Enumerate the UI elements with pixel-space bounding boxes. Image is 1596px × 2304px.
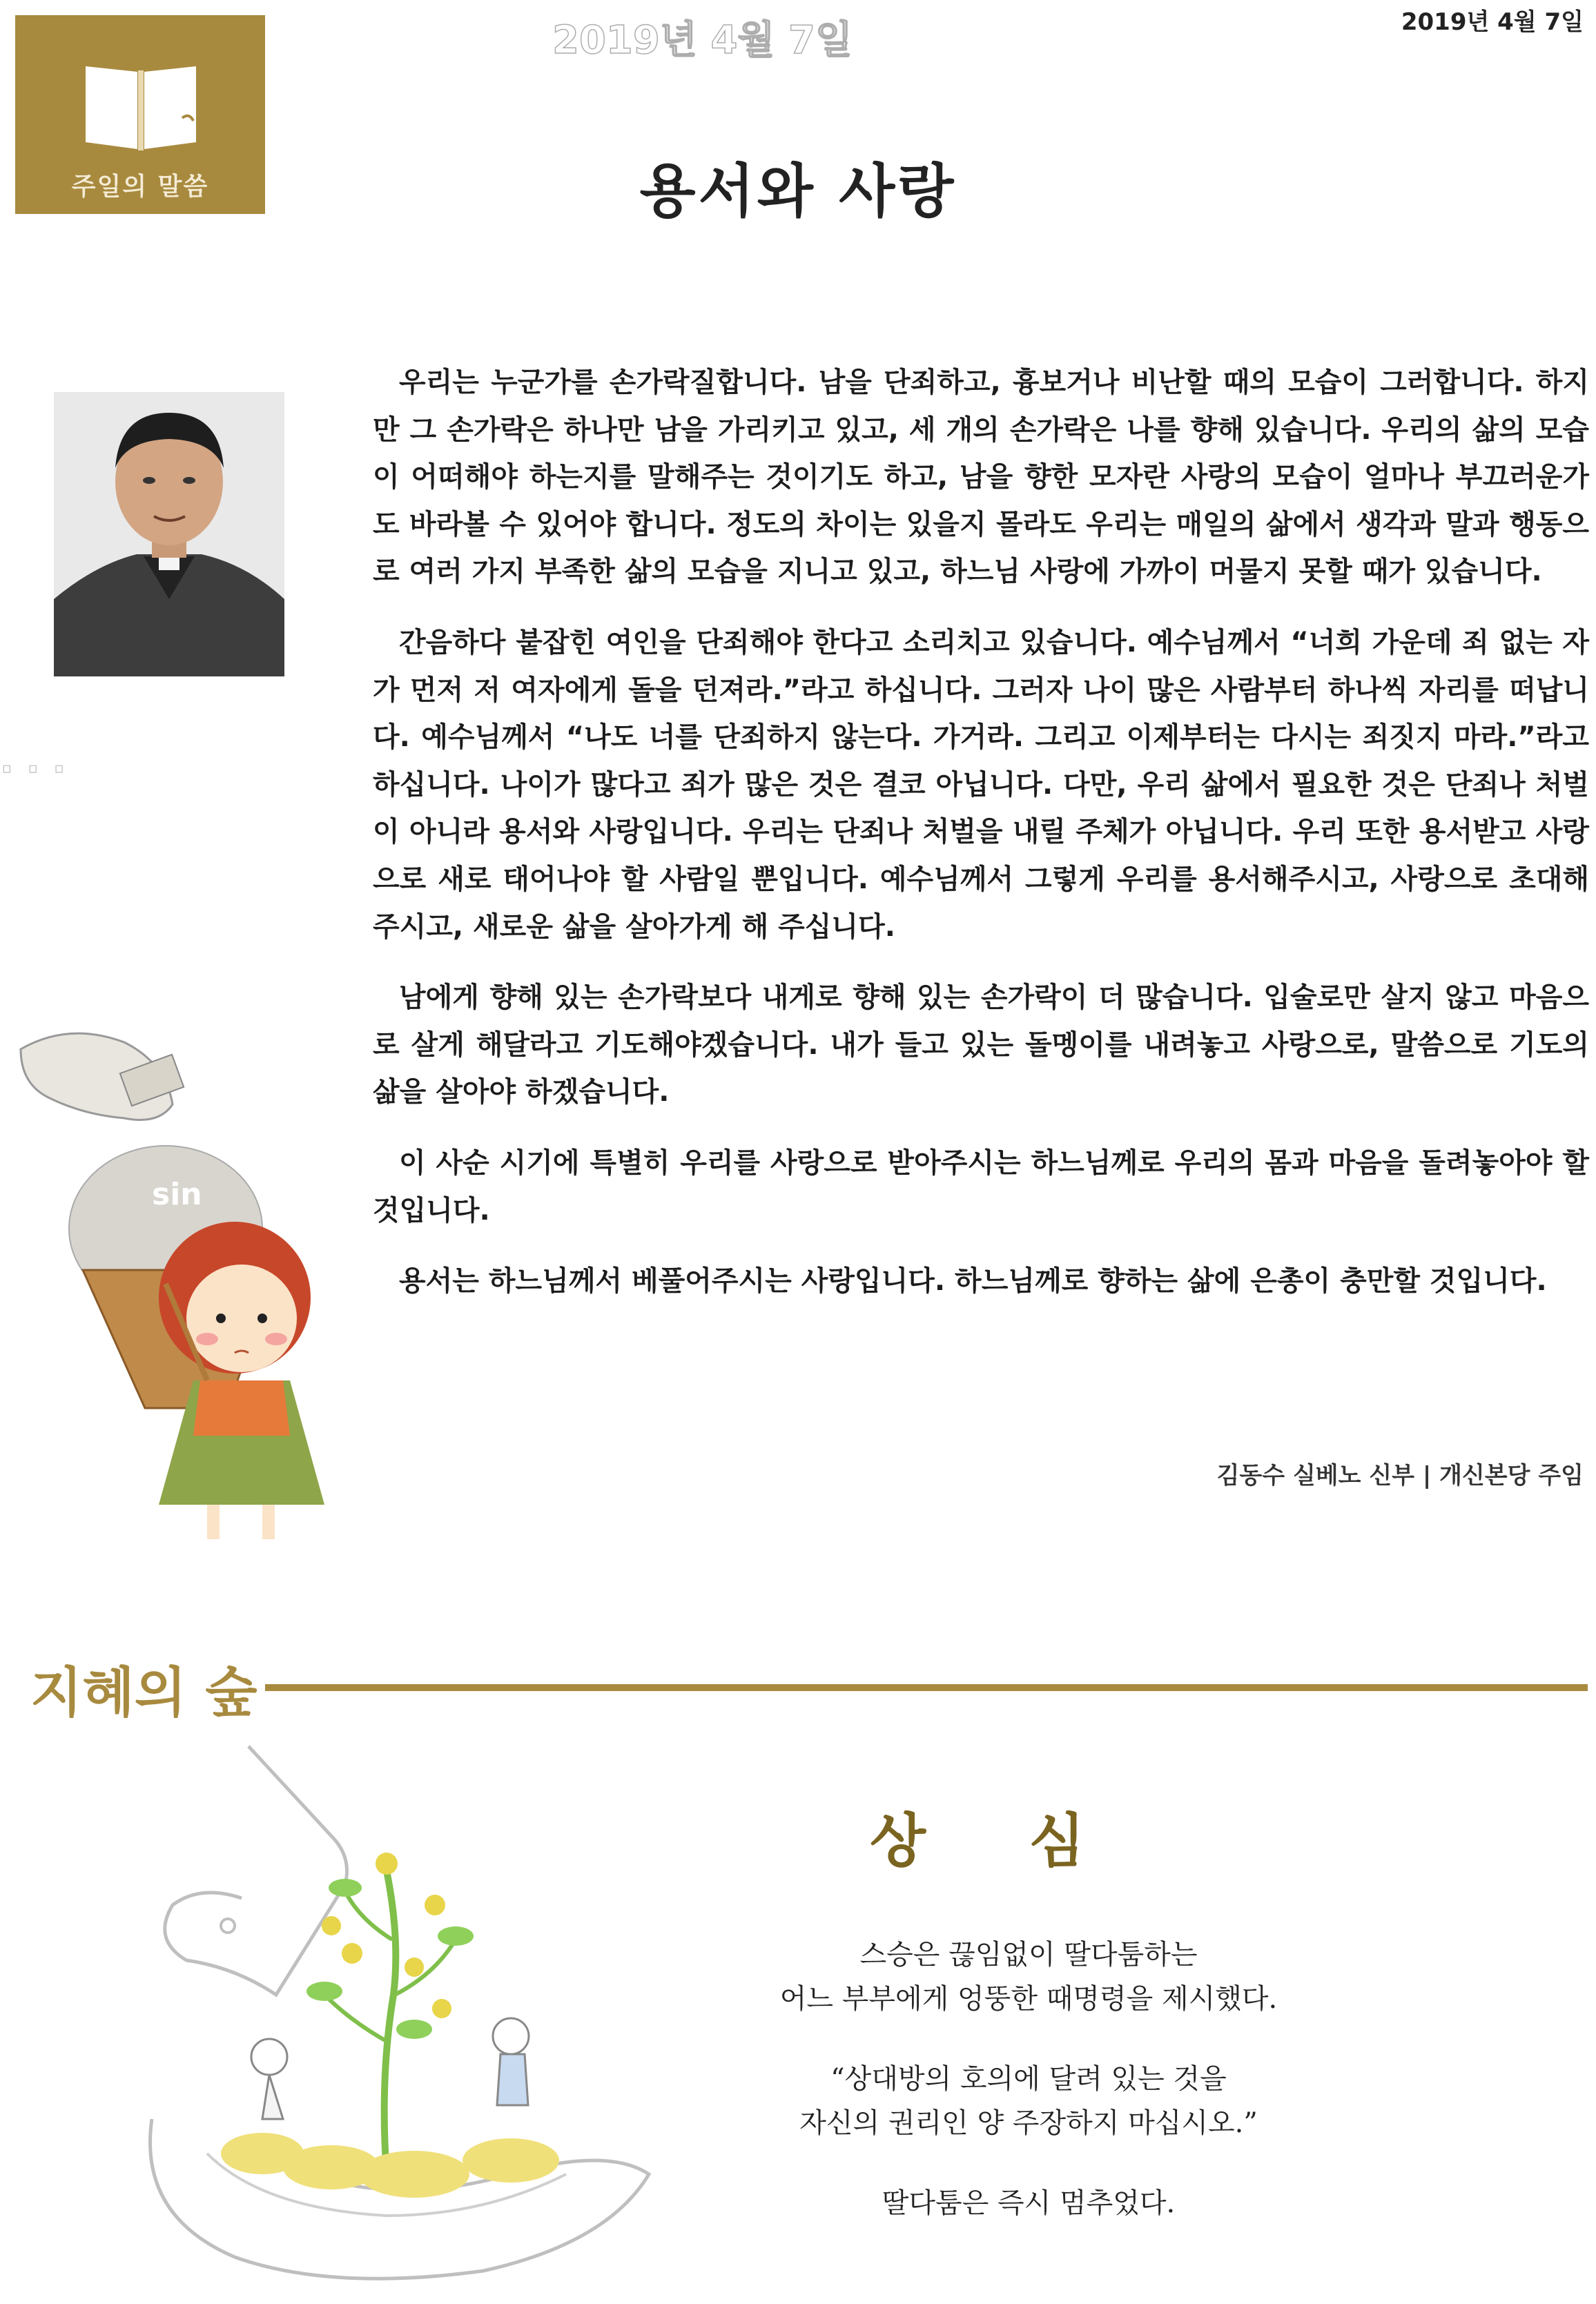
section-divider: [265, 1684, 1588, 1691]
poem-line: “상대방의 호의에 달려 있는 것을: [830, 2063, 1227, 2095]
article-body: [373, 359, 1589, 1329]
girl-carrying-sin-illustration: [7, 1022, 352, 1546]
sin-label: sin: [152, 1177, 202, 1212]
issue-date: 2019년 4월 7일: [1401, 8, 1584, 36]
ghost-date-artifact: 2019년 4월 7일: [552, 18, 853, 63]
poem-line: 어느 부부에게 엉뚱한 때명령을 제시했다.: [779, 1983, 1278, 2015]
poem-stanza: [642, 2057, 1415, 2145]
poem-body: [642, 1933, 1415, 2261]
priest-portrait: [54, 392, 284, 676]
article-paragraph: 용서는 하느님께서 베풀어주시는 사랑입니다. 하느님께로 향하는 삶에 은총이 충만할 것입니다.: [399, 1265, 1547, 1298]
article-paragraph: 간음하다 붙잡힌 여인을 단죄해야 한다고 소리치고 있습니다. 예수님께서 “너희 가운데 죄 없는 자가 먼저 저 여자에게 돌을 던져라.”라고 하십니다. 그러자 나이 많은 사람부터 하나씩 자리를 떠납니다. 예수님께서 “나도 너를 단죄하지 않는다. 가거라. 그리고 이제부터는 다시는 죄짓지 마라.”라고 하십니다. 나이가 많다고 죄가 많은 것은 결코 아닙니다. 다만, 우리 삶에서 필요한 것은 단죄나 처벌이 아니라 용서와 사랑입니다. 우리는 단죄나 처벌을 내릴 주체가 아닙니다. 우리 또한 용서받고 사랑으로 새로 태어나야 할 사람일 뿐입니다. 예수님께서 그렇게 우리를 용서해주시고, 사랑으로 초대해 주시고, 새로운 삶을 살아가게 해 주십니다.: [373, 626, 1589, 943]
poem-title: 상 심: [870, 1807, 1127, 1875]
poem-stanza: [642, 2181, 1415, 2225]
article-paragraph: 이 사순 시기에 특별히 우리를 사랑으로 받아주시는 하느님께로 우리의 몸과 마음을 돌려놓아야 할 것입니다.: [373, 1146, 1589, 1227]
poem-line: 딸다툼은 즉시 멈추었다.: [882, 2187, 1176, 2219]
badge-label: 주일의 말씀: [71, 173, 209, 201]
poem-stanza: [642, 1933, 1415, 2021]
section-title: 지혜의 숲: [30, 1662, 257, 1724]
article-paragraph: 우리는 누군가를 손가락질합니다. 남을 단죄하고, 흉보거나 비난할 때의 모습이 그러합니다. 하지만 그 손가락은 하나만 남을 가리키고 있고, 세 개의 손가락은 나를 향해 있습니다. 우리의 삶의 모습이 어떠해야 하는지를 말해주는 것이기도 하고, 남을 향한 모자란 사랑의 모습이 얼마나 부끄러운가도 바라볼 수 있어야 합니다. 정도의 차이는 있을지 몰라도 우리는 매일의 삶에서 생각과 말과 행동으로 여러 가지 부족한 삶의 모습을 지니고 있고, 하느님 사랑에 가까이 머물지 못할 때가 있습니다.: [373, 367, 1589, 588]
poem-line: 스승은 끊임없이 딸다툼하는: [859, 1939, 1198, 1971]
article-paragraph: 남에게 향해 있는 손가락보다 내게로 향해 있는 손가락이 더 많습니다. 입술로만 살지 않고 마음으로 살게 해달라고 기도해야겠습니다. 내가 들고 있는 돌멩이를 내려놓고 사랑으로, 말씀으로 기도의 삶을 살아야 하겠습니다.: [373, 982, 1589, 1109]
hand-with-money-tree-illustration: [124, 1732, 663, 2298]
book-icon: [79, 52, 203, 156]
article-author: 김동수 실베노 신부 | 개신본당 주임: [1216, 1462, 1584, 1490]
ghost-text-artifact: · · ·: [0, 749, 66, 790]
poem-line: 자신의 권리인 양 주장하지 마십시오.”: [799, 2107, 1258, 2139]
article-title: 용서와 사랑: [639, 157, 957, 225]
